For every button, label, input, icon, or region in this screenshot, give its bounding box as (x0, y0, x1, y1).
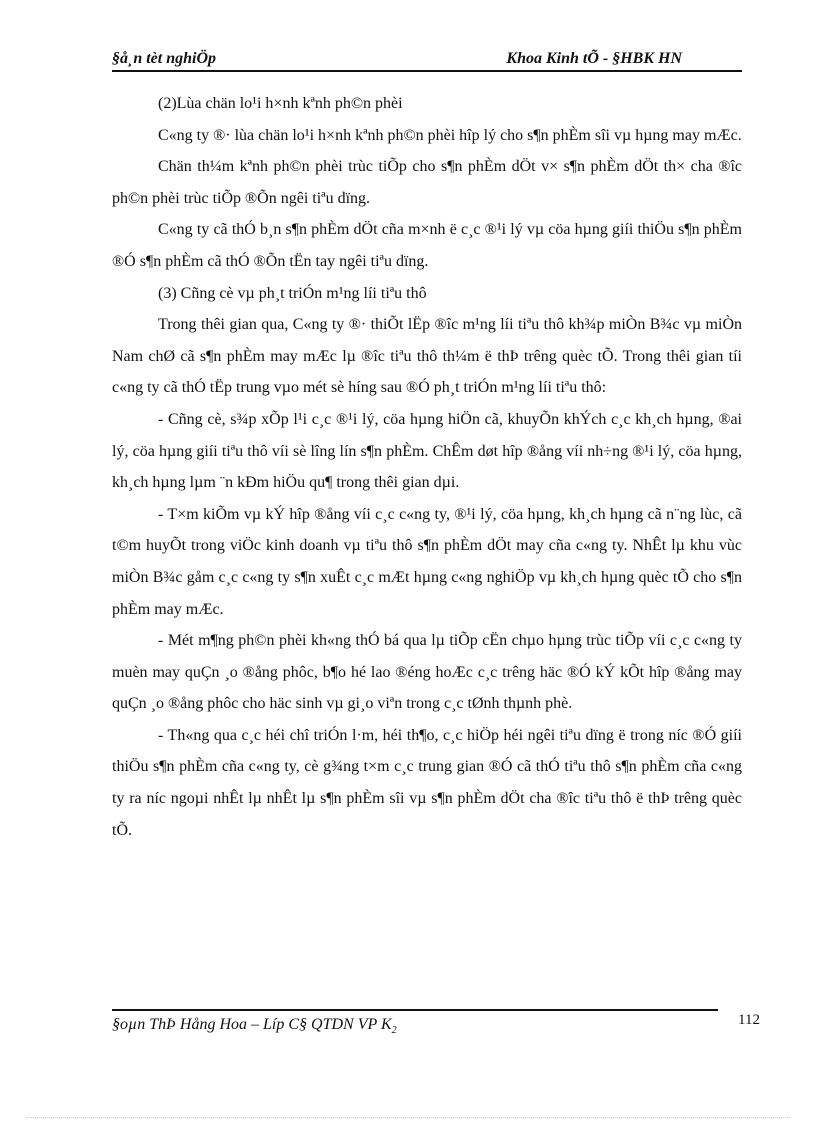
footer-divider (112, 1009, 718, 1011)
footer-author-text: §oµn ThÞ Hång Hoa – Líp C§ QTDN VP K (112, 1016, 392, 1033)
paragraph: - Mét m¶ng ph©n phèi kh«ng thÓ bá qua lµ tiÕp cËn chµo hµng trùc tiÕp víi c¸c c«ng ty muèn may quÇn ¸o ®ång phôc, b¶o hé lao ®éng hoÆc c¸c trêng häc ®Ó kÝ kÕt hîp ®ång may quÇn ¸o ®ång phôc cho häc sinh vµ gi¸o viªn trong c¸c tØnh thµnh phè. (112, 632, 742, 713)
page-header (112, 46, 742, 72)
page-bottom-edge (26, 1117, 790, 1118)
paragraph: Chän th¼m kªnh ph©n phèi trùc tiÕp cho s¶n phÈm dÖt v× s¶n phÈm dÖt th× cha ®îc ph©n phèi trùc tiÕp ®Õn ngêi tiªu dïng. (112, 158, 742, 207)
paragraph: C«ng ty ®· lùa chän lo¹i h×nh kªnh ph©n phèi hîp lý cho s¶n phÈm sîi vµ hµng may mÆc. (158, 126, 742, 144)
header-divider (112, 70, 742, 72)
paragraph: - T×m kiÕm vµ kÝ hîp ®ång víi c¸c c«ng ty, ®¹i lý, cöa hµng, kh¸ch hµng cã n¨ng lùc, cã t©m huyÕt trong viÖc kinh doanh vµ tiªu thô s¶n phÈm dÖt may cña c«ng ty. NhÊt lµ khu vùc miÒn B¾c gåm c¸c c«ng ty s¶n xuÊt c¸c mÆt hµng c«ng nghiÖp vµ kh¸ch hµng quèc tÕ cho s¶n phÈm may mÆc. (112, 505, 742, 618)
paragraph: - Cñng cè, s¾p xÕp l¹i c¸c ®¹i lý, cöa hµng hiÖn cã, khuyÕn khÝch c¸c kh¸ch hµng, ®ai lý, cöa hµng giíi tiªu thô víi sè lîng lín s¶n phÈm. ChÊm døt hîp ®ång víi nh÷ng ®¹i lý, cöa hµng, kh¸ch hµng lµm ¨n kÐm hiÖu qu¶ trong thêi gian dµi. (112, 410, 742, 492)
header-faculty-label: Khoa Kinh tÕ - §HBK HN (506, 50, 682, 67)
body-text (112, 88, 742, 846)
paragraph: C«ng ty cã thÓ b¸n s¶n phÈm dÖt cña m×nh ë c¸c ®¹i lý vµ cöa hµng giíi thiÖu s¶n phÈm ®Ó s¶n phÈm cã thÓ ®Õn tËn tay ngêi tiªu dïng. (112, 221, 742, 270)
footer-subscript: 2 (391, 1025, 397, 1037)
paragraph: - Th«ng qua c¸c héi chî triÓn l·m, héi th¶o, c¸c hiÖp héi ngêi tiªu dïng ë trong níc ®Ó giíi thiÖu s¶n phÈm cña c«ng ty, cè g¾ng t×m c¸c trung gian ®Ó cã thÓ tiªu thô s¶n phÈm cña c«ng ty ra níc ngoµi nhÊt lµ nhÊt lµ s¶n phÈm sîi vµ s¶n phÈm dÖt cha ®îc tiªu thô ë thÞ trêng quèc tÕ. (112, 726, 742, 839)
paragraph: Trong thêi gian qua, C«ng ty ®· thiÕt lËp ®îc m¹ng líi tiªu thô kh¾p miÒn B¾c vµ miÒn Nam chØ cã s¶n phÈm may mÆc lµ ®îc tiªu thô th¼m ë thÞ trêng quèc tÕ. Trong thêi gian tíi c«ng ty cã thÓ tËp trung vµo mét sè híng sau ®Ó ph¸t triÓn m¹ng líi tiªu thô: (112, 316, 742, 397)
page-number: 112 (738, 1012, 760, 1028)
footer-author (112, 1016, 397, 1036)
paragraph: (2)Lùa chän lo¹i h×nh kªnh ph©n phèi (158, 95, 403, 112)
paragraph: (3) Cñng cè vµ ph¸t triÓn m¹ng líi tiªu thô (158, 284, 427, 302)
header-thesis-label: §å¸n tèt nghiÖp (112, 50, 217, 67)
